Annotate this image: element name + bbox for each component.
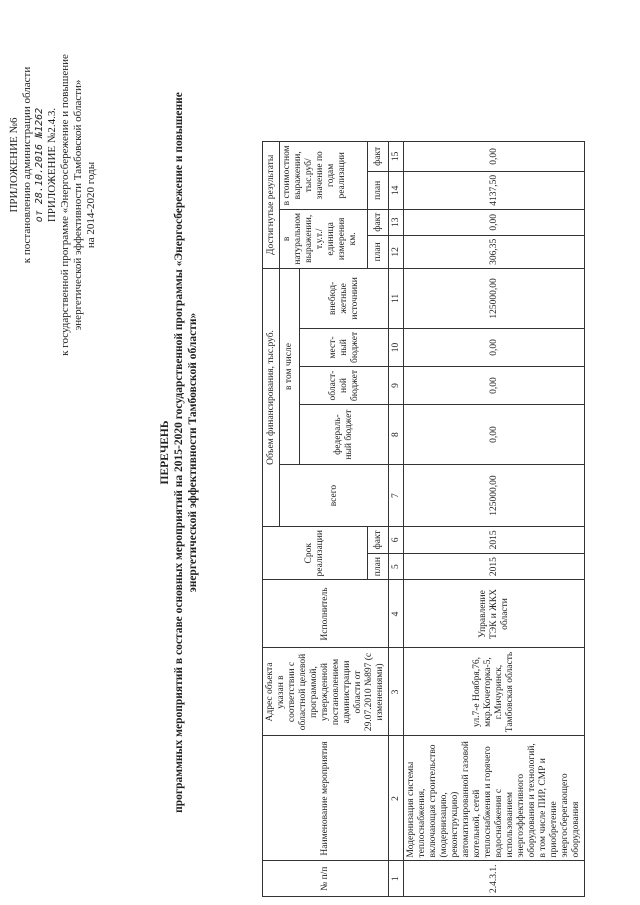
row-plan-year: 2015 <box>404 553 585 580</box>
decree-prefix: к постановлению администрации области <box>21 66 33 264</box>
column-number: 8 <box>389 405 404 465</box>
header-term-fact: факт <box>368 527 389 554</box>
row-address: ул.7-е Ноября,76, мкр.Кочеторка-5, г.Мичуринск, Тамбовская область <box>404 648 585 736</box>
header-extrabudget: внебюд-жетные источники <box>300 268 389 328</box>
header-funding: Объем финансирования, тыс.руб. <box>263 268 280 526</box>
header-in-total: в том числе <box>280 268 300 464</box>
column-number: 9 <box>389 366 404 404</box>
header-cost-fact: факт <box>368 141 389 171</box>
row-regional: 0,00 <box>404 366 585 404</box>
table-row <box>404 141 585 896</box>
program-line-1: к государственной программе «Энергосбережение и повышение <box>59 54 71 356</box>
row-name: Модернизация системы теплоснабжения, включающая строительство (модернизацию, реконструкцию) автоматизированной газовой котельной, сетей теплоснабжения и горячего водоснабжения с использованием энергоэффективного оборудования и технологий, в том числе ПИР, СМР и приобретение энергосберегающего оборудования <box>404 736 585 861</box>
header-executor: Исполнитель <box>263 580 389 648</box>
header-federal: федераль-ный бюджет <box>300 405 389 465</box>
appendix-sub: ПРИЛОЖЕНИЕ №2.4.3. <box>46 107 58 223</box>
column-number: 13 <box>389 209 404 235</box>
document-title: ПЕРЕЧЕНЬ <box>159 420 171 485</box>
header-natural: в натуральном выражении, т.у.т./ единица измерения км. <box>280 209 368 268</box>
header-total: всего <box>280 465 389 527</box>
row-cost-plan: 4137,50 <box>404 171 585 209</box>
header-results: Достигнутые результаты <box>263 141 280 268</box>
column-number: 11 <box>389 268 404 328</box>
document-title-line-2: программных мероприятий в составе основных мероприятий на 2015-2020 государственной программы «Энергосбережение и повышение <box>173 92 185 813</box>
row-total: 125000,00 <box>404 465 585 527</box>
row-cost-fact: 0,00 <box>404 141 585 171</box>
row-natural-fact: 0,00 <box>404 209 585 235</box>
column-number: 1 <box>389 861 404 897</box>
column-number: 15 <box>389 141 404 171</box>
column-number: 3 <box>389 648 404 736</box>
column-number: 12 <box>389 235 404 268</box>
row-natural-plan: 306,35 <box>404 235 585 268</box>
row-num: 2.4.3.1. <box>404 861 585 897</box>
column-number: 2 <box>389 736 404 861</box>
header-term: Срок реализации <box>263 527 368 580</box>
column-number: 14 <box>389 171 404 209</box>
measures-table <box>262 141 585 897</box>
header-natural-fact: факт <box>368 209 389 235</box>
header-regional: област-ной бюджет <box>300 366 389 404</box>
header-address: Адрес объекта указан в соответствии с областной целевой программой, утвержденной постановлением администрации области от 29.07.2010 №897 (с изменениями) <box>263 648 389 736</box>
column-number: 6 <box>389 527 404 554</box>
header-num: № п/п <box>263 861 389 897</box>
header-local: мест-ный бюджет <box>300 328 389 366</box>
program-line-2: энергетической эффективности Тамбовской области» <box>72 79 84 331</box>
decree-date-number: от 28.10.2016 №1262 <box>34 107 45 223</box>
header-natural-plan: план <box>368 235 389 268</box>
header-cost-plan: план <box>368 171 389 209</box>
row-federal: 0,00 <box>404 405 585 465</box>
column-number: 5 <box>389 553 404 580</box>
column-number: 10 <box>389 328 404 366</box>
program-line-3: на 2014-2020 годы <box>85 161 97 249</box>
row-extrabudget: 125000,00 <box>404 268 585 328</box>
row-local: 0,00 <box>404 328 585 366</box>
column-number: 7 <box>389 465 404 527</box>
header-term-plan: план <box>368 553 389 580</box>
column-number: 4 <box>389 580 404 648</box>
document-title-line-3: энергетической эффективности Тамбовской области» <box>187 312 199 593</box>
header-name: Наименование мероприятия <box>263 736 389 861</box>
row-executor: Управление ТЭК и ЖКХ области <box>404 580 585 648</box>
row-fact-year: 2015 <box>404 527 585 554</box>
header-cost: в стоимостном выражении, тыс.руб/ значение по годам реализации <box>280 141 368 209</box>
appendix-main: ПРИЛОЖЕНИЕ №6 <box>8 117 20 213</box>
column-number-row <box>389 141 404 896</box>
